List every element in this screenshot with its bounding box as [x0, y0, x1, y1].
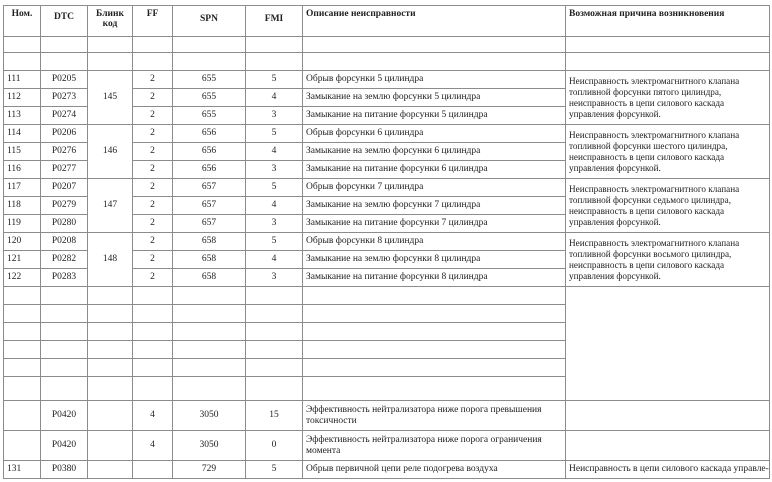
cell-num: 111 [4, 71, 41, 89]
cell-dtc: P0380 [41, 461, 88, 479]
cell-dtc: P0279 [41, 197, 88, 215]
cell-desc: Обрыв форсунки 5 цилиндра [303, 71, 566, 89]
cell-num: 120 [4, 233, 41, 251]
cell-fmi: 4 [246, 143, 303, 161]
cell-fmi: 15 [246, 401, 303, 431]
cell-desc: Замыкание на землю форсунки 6 цилиндра [303, 143, 566, 161]
cell-fmi: 3 [246, 107, 303, 125]
cell-desc: Обрыв форсунки 7 цилиндра [303, 179, 566, 197]
cell-desc: Замыкание на питание форсунки 6 цилиндра [303, 161, 566, 179]
cell-desc: Замыкание на землю форсунки 5 цилиндра [303, 89, 566, 107]
cell-desc: Замыкание на питание форсунки 7 цилиндра [303, 215, 566, 233]
cell-fmi: 3 [246, 269, 303, 287]
cell-dtc: P0208 [41, 233, 88, 251]
cell-dtc: P0276 [41, 143, 88, 161]
dtc-table [3, 5, 770, 479]
header-dtc: DTC [41, 6, 88, 37]
table-row [4, 431, 770, 461]
header-row [4, 6, 770, 37]
cell-desc: Обрыв первичной цепи реле подогрева воздуха [303, 461, 566, 479]
cell-num: 113 [4, 107, 41, 125]
header-fmi: FMI [246, 6, 303, 37]
cell-ff: 2 [133, 143, 173, 161]
cell-dtc: P0207 [41, 179, 88, 197]
cell-num: 117 [4, 179, 41, 197]
cell-desc: Замыкание на питание форсунки 5 цилиндра [303, 107, 566, 125]
cell-desc: Обрыв форсунки 6 цилиндра [303, 125, 566, 143]
cell-blink: 148 [88, 233, 133, 287]
cell-blink: 145 [88, 71, 133, 125]
cell-dtc: P0206 [41, 125, 88, 143]
cell-desc: Замыкание на землю форсунки 8 цилиндра [303, 251, 566, 269]
header-spn: SPN [173, 6, 246, 37]
cell-ff: 2 [133, 197, 173, 215]
cell-dtc: P0420 [41, 401, 88, 431]
cell-ff: 4 [133, 401, 173, 431]
cell-num: 116 [4, 161, 41, 179]
cell-ff: 2 [133, 125, 173, 143]
cell-ff: 2 [133, 215, 173, 233]
cell-fmi: 4 [246, 251, 303, 269]
header-ff: FF [133, 6, 173, 37]
cell-num: 112 [4, 89, 41, 107]
cell-spn: 656 [173, 125, 246, 143]
cell-ff: 2 [133, 269, 173, 287]
empty-row [4, 53, 770, 71]
cell-ff: 2 [133, 107, 173, 125]
header-desc: Описание неисправности [303, 6, 566, 37]
cell-desc: Замыкание на питание форсунки 8 цилиндра [303, 269, 566, 287]
cell-fmi: 5 [246, 71, 303, 89]
cell-spn: 656 [173, 143, 246, 161]
cell-num: 114 [4, 125, 41, 143]
cell-dtc: P0273 [41, 89, 88, 107]
table-row [4, 233, 770, 251]
cell-fmi: 0 [246, 431, 303, 461]
table-row [4, 71, 770, 89]
cell-num: 115 [4, 143, 41, 161]
cell-num: 131 [4, 461, 41, 479]
cell-fmi: 4 [246, 89, 303, 107]
cell-cause-empty [566, 287, 770, 401]
cell-fmi: 4 [246, 197, 303, 215]
header-num: Ном. [4, 6, 41, 37]
cell-dtc: P0274 [41, 107, 88, 125]
header-blink: Блинк код [88, 6, 133, 37]
cell-spn: 658 [173, 269, 246, 287]
cell-ff: 4 [133, 431, 173, 461]
cell-cause: Неисправность электромагнитного клапана топливной форсунки седьмого цилиндра, неисправность в цепи силового каскада управления форсункой. [566, 179, 770, 233]
cell-ff: 2 [133, 71, 173, 89]
cell-fmi: 5 [246, 179, 303, 197]
cell-spn: 658 [173, 251, 246, 269]
cell-num: 119 [4, 215, 41, 233]
cell-desc: Обрыв форсунки 8 цилиндра [303, 233, 566, 251]
cell-desc: Эффективность нейтрализатора ниже порога превышения токсичности [303, 401, 566, 431]
cell-cause: Неисправность в цепи силового каскада управле- [566, 461, 770, 479]
header-cause: Возможная причина возникновения [566, 6, 770, 37]
cell-fmi: 3 [246, 215, 303, 233]
table-row [4, 461, 770, 479]
cell-spn: 657 [173, 179, 246, 197]
cell-spn: 658 [173, 233, 246, 251]
cell-spn: 655 [173, 89, 246, 107]
cell-dtc: P0205 [41, 71, 88, 89]
table-row [4, 179, 770, 197]
cell-dtc: P0283 [41, 269, 88, 287]
cell-spn: 656 [173, 161, 246, 179]
cell-spn: 729 [173, 461, 246, 479]
cell-ff: 2 [133, 89, 173, 107]
cell-spn: 655 [173, 107, 246, 125]
cell-fmi: 3 [246, 161, 303, 179]
empty-row [4, 287, 770, 305]
cell-dtc: P0277 [41, 161, 88, 179]
cell-ff: 2 [133, 233, 173, 251]
cell-num: 121 [4, 251, 41, 269]
cell-ff: 2 [133, 179, 173, 197]
cell-ff: 2 [133, 251, 173, 269]
cell-num: 122 [4, 269, 41, 287]
cell-cause: Неисправность электромагнитного клапана топливной форсунки пятого цилиндра, неисправность в цепи силового каскада управления форсункой. [566, 71, 770, 125]
cell-spn: 655 [173, 71, 246, 89]
cell-blink: 146 [88, 125, 133, 179]
cell-desc: Замыкание на землю форсунки 7 цилиндра [303, 197, 566, 215]
cell-num: 118 [4, 197, 41, 215]
cell-cause: Неисправность электромагнитного клапана топливной форсунки шестого цилиндра, неисправность в цепи силового каскада управления форсункой. [566, 125, 770, 179]
cell-fmi: 5 [246, 125, 303, 143]
cell-spn: 657 [173, 215, 246, 233]
cell-blink: 147 [88, 179, 133, 233]
cell-spn: 3050 [173, 401, 246, 431]
cell-dtc: P0280 [41, 215, 88, 233]
cell-fmi: 5 [246, 233, 303, 251]
cell-spn: 3050 [173, 431, 246, 461]
cell-dtc: P0282 [41, 251, 88, 269]
cell-ff: 2 [133, 161, 173, 179]
cell-fmi: 5 [246, 461, 303, 479]
empty-row [4, 37, 770, 53]
table-row [4, 401, 770, 431]
cell-desc: Эффективность нейтрализатора ниже порога ограничения момента [303, 431, 566, 461]
cell-dtc: P0420 [41, 431, 88, 461]
cell-spn: 657 [173, 197, 246, 215]
table-row [4, 125, 770, 143]
cell-cause: Неисправность электромагнитного клапана топливной форсунки восьмого цилиндра, неисправность в цепи силового каскада управления форсункой. [566, 233, 770, 287]
